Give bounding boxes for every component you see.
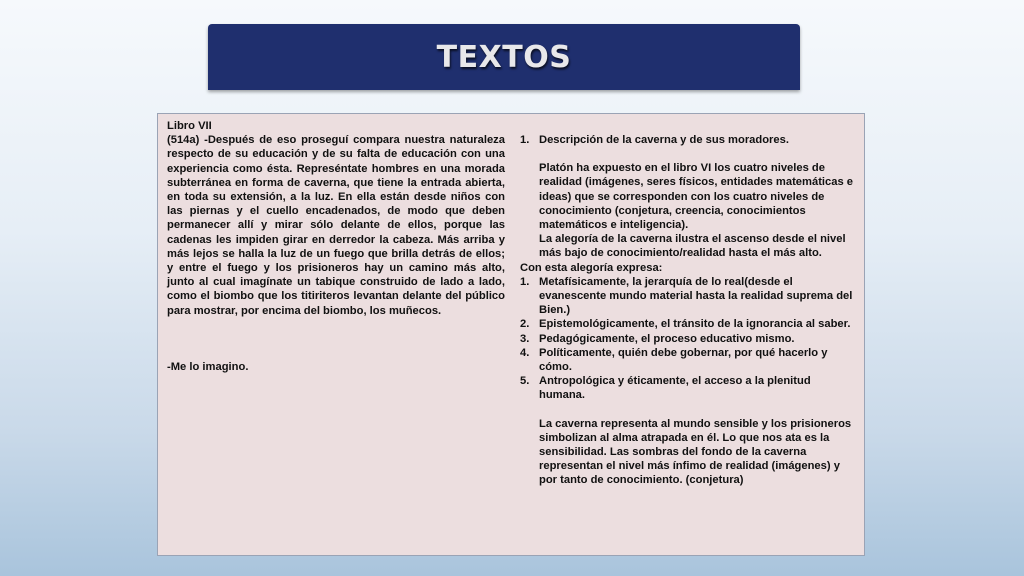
list-item (520, 317, 854, 331)
list-item-text: Antropológica y éticamente, el acceso a la plenitud humana. (539, 375, 811, 402)
list-item (520, 275, 854, 318)
paragraph-levels: Platón ha expuesto en el libro VI los cuatro niveles de realidad (imágenes, seres físicos, entidades matemáticas e ideas) que se corresponden con los cuatro niveles de conocimiento (conjetura, creencia, conocimientos matemáticos e inteligencia). (539, 162, 854, 232)
list-item (520, 346, 854, 374)
list-item-number: 4. (520, 346, 530, 359)
reply-text: -Me lo imagino. (167, 360, 249, 373)
list-item (520, 332, 854, 346)
list-item-text: Políticamente, quién debe gobernar, por qué hacerlo y cómo. (539, 346, 828, 374)
paragraph-ascent: La alegoría de la caverna ilustra el ascenso desde el nivel más bajo de conocimiento/realidad hasta el más alto. (539, 233, 846, 260)
spacer (520, 403, 854, 417)
content-box (157, 113, 865, 556)
list-item-number: 5. (520, 375, 530, 388)
left-column (167, 119, 505, 374)
book-heading: Libro VII (167, 120, 212, 132)
list-item-number: 1. (520, 275, 530, 288)
right-column (520, 133, 854, 488)
spacer (520, 147, 854, 161)
list-item-number: 2. (520, 318, 530, 331)
list-item-number: 1. (520, 134, 530, 146)
slide-title: TEXTOS (436, 39, 572, 75)
list-item (520, 374, 854, 402)
closing-paragraph: La caverna representa al mundo sensible y los prisioneros simbolizan al alma atrapada en él. Lo que nos ata es la sensibilidad. Las sombras del fondo de la caverna representan el nivel más ínfimo de realidad (imágenes) y por tanto de conocimiento. (conjetura) (539, 417, 852, 487)
list-item (520, 133, 854, 147)
spacer (167, 318, 505, 360)
list-item-text: Pedagógicamente, el proceso educativo mismo. (539, 332, 795, 345)
list-item-number: 3. (520, 332, 530, 345)
title-banner (208, 24, 800, 90)
list-intro: Con esta alegoría expresa: (520, 261, 663, 274)
list-item-text: Metafísicamente, la jerarquía de lo real(desde el evanescente mundo material hasta la realidad suprema del Bien.) (539, 275, 853, 317)
list-item-text: Epistemológicamente, el tránsito de la ignorancia al saber. (539, 318, 851, 331)
list-item-text: Descripción de la caverna y de sus moradores. (539, 134, 789, 146)
passage-text: (514a) -Después de eso proseguí compara nuestra naturaleza respecto de su educación y de su falta de educación con una experiencia como ésta. Represéntate hombres en una morada subterránea en forma de caverna, que tiene la entrada abierta, en toda su extensión, a la luz. En ella están desde niños con las piernas y el cuello encadenados, de modo que deben permanecer allí y mirar sólo delante de ellos, porque las cadenas les impiden girar en derredor la cabeza. Más arriba y más lejos se halla la luz de un fuego que brilla detrás de ellos; y entre el fuego y los prisioneros hay un camino más alto, junto al cual imagínate un tabique construido de lado a lado, como el biombo que los titiriteros levantan delante del público para mostrar, por encima del biombo, los muñecos. (167, 134, 505, 317)
